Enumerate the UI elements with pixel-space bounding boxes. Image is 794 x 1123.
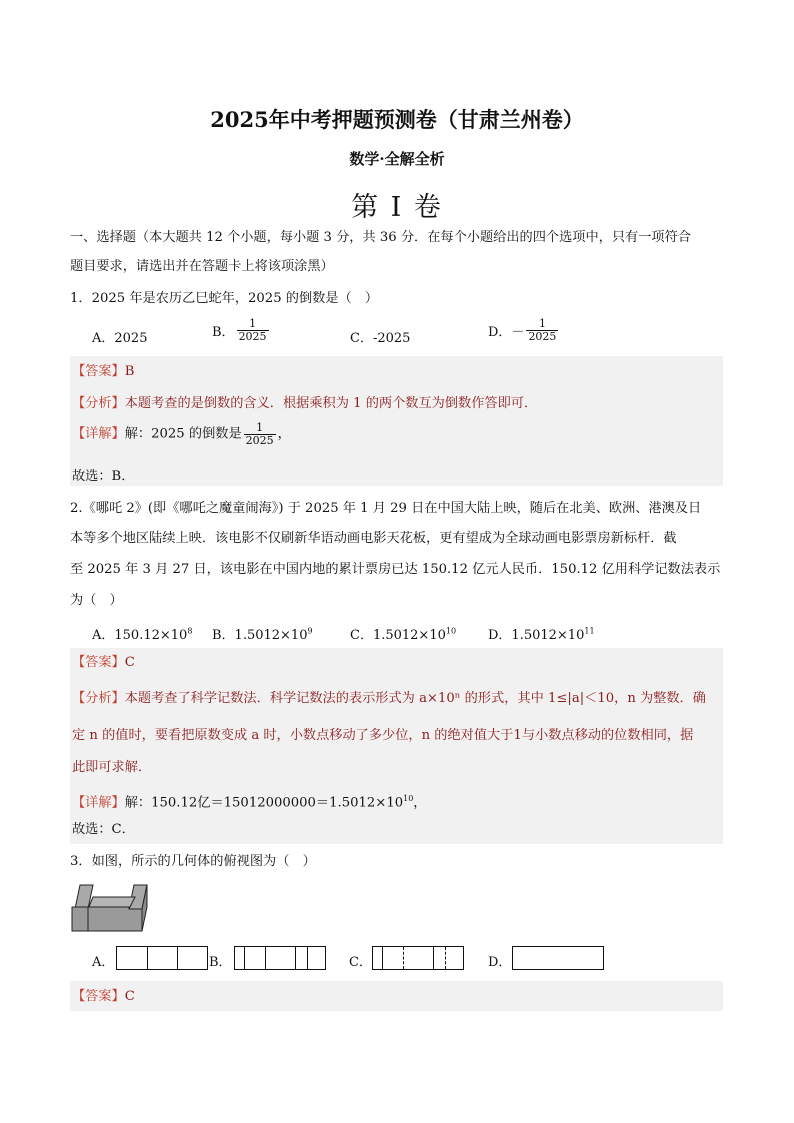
q1-option-a: A．2025 [92, 331, 148, 346]
q3-option-c-label: C． [349, 955, 372, 970]
q2-analysis-line3: 此即可求解． [72, 760, 152, 775]
q2-stem-line3: 至 2025 年 3 月 27 日，该电影在中国内地的累计票房已达 150.12 亿元人民币．150.12 亿用科学记数法表示 [70, 562, 721, 577]
q2-option-d: D．$1.5012\times 10^{11}$ [488, 626, 595, 643]
q3-option-d-figure [512, 946, 604, 970]
q2-answer: 【答案】C [72, 655, 135, 670]
q1-choose: 故选：B． [72, 469, 135, 484]
q3-option-c-figure [372, 946, 464, 970]
figure-line [382, 947, 383, 969]
page-title: 2025年中考押题预测卷（甘肃兰州卷） [210, 107, 584, 132]
figure-line [177, 947, 178, 969]
figure-line [307, 947, 308, 969]
q3-option-a-figure [116, 946, 208, 970]
q3-option-b-figure [234, 946, 326, 970]
figure-line [244, 947, 245, 969]
q3-stem: 3．如图，所示的几何体的俯视图为（ ） [70, 854, 316, 869]
q2-stem-line4: 为（ ） [70, 593, 123, 608]
q3-option-d-label: D． [488, 955, 512, 970]
q2-stem-line1: 2.《哪吒 2》(即《哪吒之魔童闹海》) 于 2025 年 1 月 29 日在中国大陆上映，随后在北美、欧洲、港澳及日 [70, 501, 702, 516]
q1-analysis: 【分析】本题考查的是倒数的含义．根据乘积为 1 的两个数互为倒数作答即可． [72, 396, 538, 411]
figure-dashed-line [403, 947, 404, 969]
q1-solution-band [70, 356, 723, 486]
q3-solution-band [70, 981, 723, 1011]
q3-solid-figure [71, 883, 151, 935]
figure-line [147, 947, 148, 969]
q1-stem: 1．2025 年是农历乙巳蛇年，2025 的倒数是（ ） [70, 291, 379, 306]
section-instruction-line2: 题目要求，请选出并在答题卡上将该项涂黑） [70, 259, 334, 274]
figure-dashed-line [445, 947, 446, 969]
q1-answer: 【答案】B [72, 364, 135, 379]
figure-line [433, 947, 434, 969]
q1-option-b: B． $\frac{1}{2025}$ [212, 317, 267, 343]
q2-option-c: C．$1.5012\times 10^{10}$ [350, 626, 457, 643]
page-subtitle: 数学·全解全析 [349, 150, 445, 168]
q2-detail: 【详解】解：150.12亿$=15012000000=1.5012\times 10^{10}$， [72, 794, 427, 811]
q2-analysis-line1: 【分析】本题考查了科学记数法．科学记数法的表示形式为 a×10ⁿ 的形式，其中 1≤|a|＜10，n 为整数．确 [72, 691, 706, 706]
q1-detail: 【详解】解：2025 的倒数是 $\frac{1}{2025}$ ， [72, 421, 291, 447]
q2-option-b: B．$1.5012\times 10^9$ [212, 626, 313, 643]
section-instruction-line1: 一、选择题（本大题共 12 个小题，每小题 3 分，共 36 分．在每个小题给出的四个选项中，只有一项符合 [70, 230, 691, 245]
q3-answer: 【答案】C [72, 989, 135, 1004]
volume-heading: 第 I 卷 [351, 192, 443, 223]
figure-line [295, 947, 296, 969]
q2-solution-band [70, 648, 723, 844]
q2-choose: 故选：C． [72, 822, 135, 837]
q2-analysis-line2: 定 n 的值时，要看把原数变成 a 时，小数点移动了多少位，n 的绝对值大于1与小数点移动的位数相同，据 [72, 728, 694, 743]
q1-option-d: D．－ $\frac{1}{2025}$ [488, 317, 557, 343]
q1-option-c: C．-2025 [350, 331, 411, 346]
q2-stem-line2: 本等多个地区陆续上映．该电影不仅刷新华语动画电影天花板，更有望成为全球动画电影票房新标杆．截 [70, 531, 677, 546]
figure-line [265, 947, 266, 969]
q3-option-a-label: A． [92, 955, 115, 970]
q3-option-b-label: B． [209, 955, 232, 970]
q2-option-a: A．$150.12\times 10^8$ [92, 626, 193, 643]
